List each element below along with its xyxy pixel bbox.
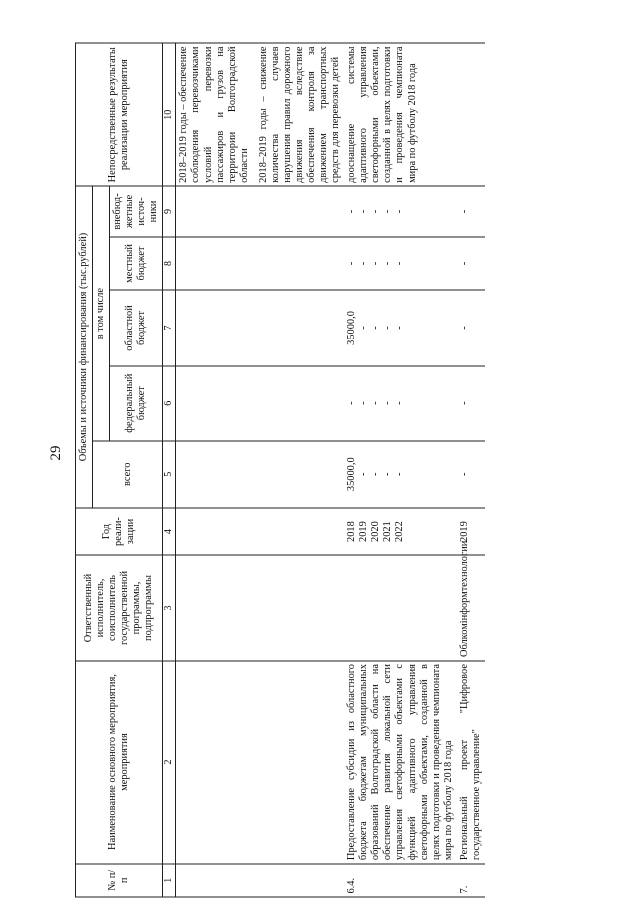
- measure-name: Предоставление субсидии из областного бюджета бюджетам муниципальных образований Волгоградской области на обеспечение развития локальной сети управления светофорными объектами с функцией адаптивного управления светофорными объектами, созданной в целях подготовки и проведения чемпионата мира по футболу 2018 года: [344, 661, 457, 864]
- total-value: 35000,0: [346, 457, 358, 492]
- header-col-year: Год реали-зации: [76, 508, 163, 556]
- regional-value: -: [370, 326, 382, 330]
- year-value: 2021: [382, 521, 394, 542]
- header-col-executor: Ответственный исполнитель, соисполнитель государственной программы, подпрограммы: [76, 555, 163, 660]
- result-cell: дооснащение системы адаптивного управления светофорными объектами, созданной в целях подготовки и проведения чемпионата мира по футболу 2018 года: [344, 43, 457, 186]
- executor-cell: [344, 555, 457, 660]
- column-number: 1: [163, 864, 176, 897]
- extra-value: -: [346, 209, 358, 214]
- regional-value: -: [358, 326, 370, 330]
- total-value: -: [358, 472, 370, 476]
- column-number-row: [163, 43, 176, 897]
- header-regional: областной бюджет: [110, 290, 163, 365]
- extra-cell: [344, 186, 457, 236]
- local-value: -: [382, 261, 394, 266]
- extra-value: -: [394, 209, 406, 214]
- year-value: 2019: [457, 508, 485, 556]
- local-value: -: [394, 261, 406, 266]
- column-number: 8: [163, 237, 176, 291]
- year-value: 2018: [346, 521, 358, 542]
- header-including: в том числе: [93, 186, 110, 440]
- row-number: 7.: [457, 864, 485, 897]
- column-number: 2: [163, 661, 176, 864]
- local-value: -: [457, 237, 485, 291]
- header-total: всего: [93, 441, 163, 508]
- extra-value: -: [370, 209, 382, 214]
- table-row-continuation: [176, 43, 344, 897]
- year-value: 2022: [394, 521, 406, 542]
- row-number: 6.4.: [344, 864, 457, 897]
- total-value: -: [457, 441, 485, 508]
- local-value: -: [346, 261, 358, 266]
- total-value: -: [382, 472, 394, 476]
- header-extra: внебюд-жетные источ-ники: [110, 186, 163, 236]
- column-number: 9: [163, 186, 176, 236]
- regional-cell: [344, 290, 457, 365]
- local-value: -: [358, 261, 370, 266]
- federal-value: -: [394, 401, 406, 405]
- total-cell: [344, 441, 457, 508]
- result-cell: [457, 43, 485, 186]
- result-text: 2018–2019 годы – обеспечение соблюдения перевозчиками условий перевозки пассажиров и грузов на территории Волгоградской области: [178, 46, 250, 183]
- table-row: [457, 43, 485, 897]
- regional-value: -: [457, 290, 485, 365]
- header-local: местный бюджет: [110, 237, 163, 291]
- column-number: 5: [163, 441, 176, 508]
- header-funding-group: Объемы и источники финансирования (тыс.рублей): [76, 186, 93, 507]
- years-cell: [344, 508, 457, 556]
- local-cell: [344, 237, 457, 291]
- regional-value: -: [382, 326, 394, 330]
- federal-value: -: [382, 401, 394, 405]
- local-value: -: [370, 261, 382, 266]
- header-col-name: Наименование основного мероприятия, мероприятия: [76, 661, 163, 864]
- regional-value: 35000,0: [346, 311, 358, 345]
- year-value: 2019: [358, 521, 370, 542]
- result-text: 2018–2019 годы – снижение количества случаев нарушения правил дорожного движения вследствие обеспечения контроля за движением транспортных средств для перевозки детей: [257, 46, 342, 183]
- extra-value: -: [358, 209, 370, 214]
- column-number: 3: [163, 555, 176, 660]
- regional-value: -: [394, 326, 406, 330]
- results-cell-continuation: [176, 43, 344, 186]
- federal-value: -: [457, 366, 485, 441]
- federal-value: -: [346, 401, 358, 405]
- executor-cell: Облкомінформтехнологии: [457, 555, 485, 660]
- year-value: 2020: [370, 521, 382, 542]
- federal-value: -: [370, 401, 382, 405]
- total-value: -: [394, 472, 406, 476]
- funding-table: [75, 43, 485, 898]
- extra-value: -: [382, 209, 394, 214]
- column-number: 10: [163, 43, 176, 186]
- measure-name: Региональный проект "Цифровое государственное управление": [457, 661, 485, 864]
- table-row: [344, 43, 457, 897]
- header-federal: федеральный бюджет: [110, 366, 163, 441]
- page-number: 29: [48, 445, 64, 461]
- federal-value: -: [358, 401, 370, 405]
- header-col-number: № п/п: [76, 864, 163, 897]
- column-number: 4: [163, 508, 176, 556]
- total-value: -: [370, 472, 382, 476]
- column-number: 7: [163, 290, 176, 365]
- extra-value: -: [457, 186, 485, 236]
- header-col-results: Непосредственные результаты реализации мероприятия: [76, 43, 163, 186]
- rotated-table-sheet: [75, 43, 565, 898]
- federal-cell: [344, 366, 457, 441]
- column-number: 6: [163, 366, 176, 441]
